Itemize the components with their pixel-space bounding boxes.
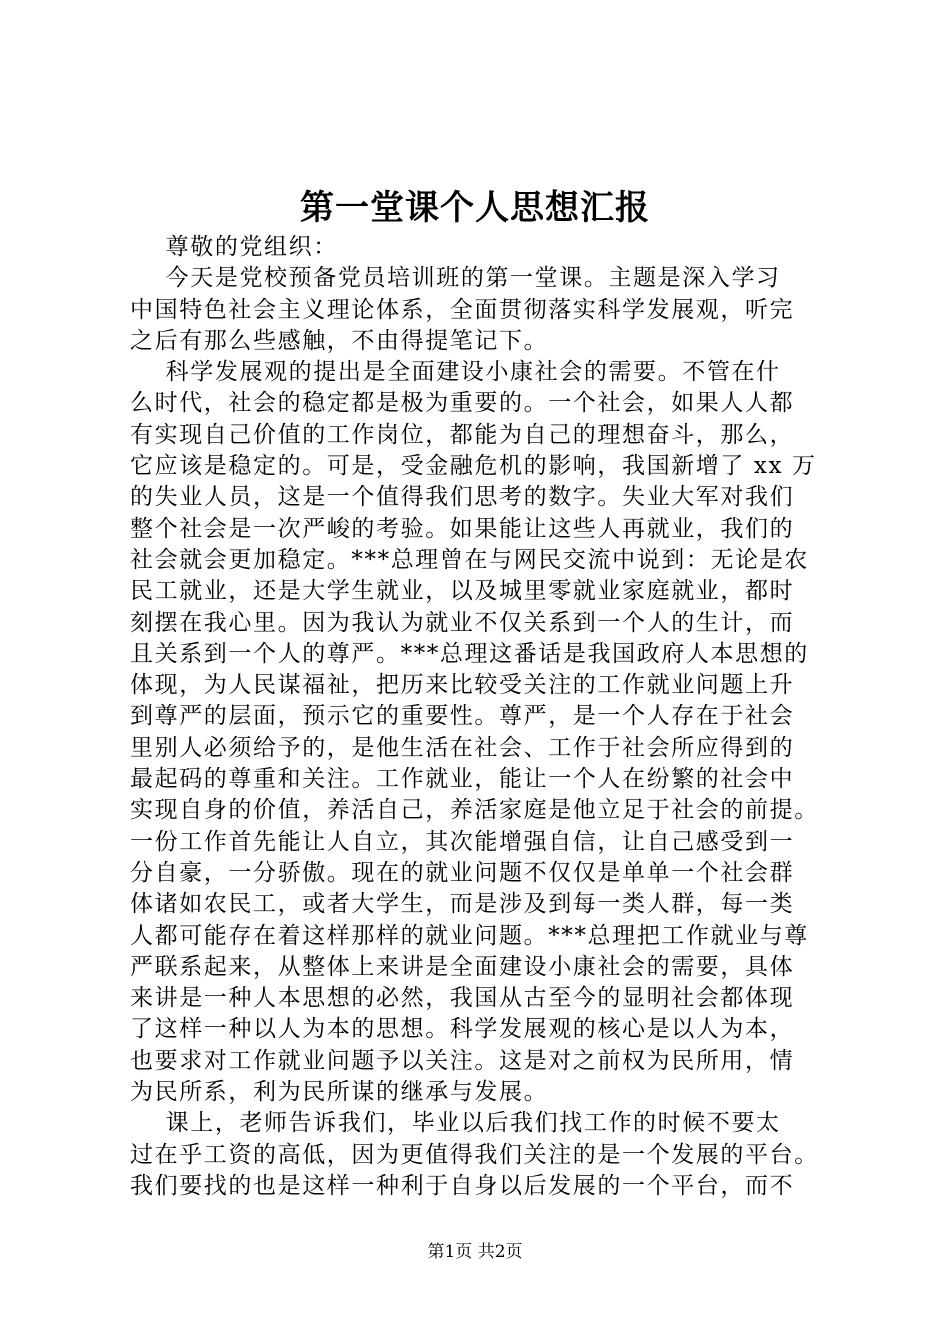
text-line: 中国特色社会主义理论体系，全面贯彻落实科学发展观，听完 (130, 296, 795, 323)
text-line: 来讲是一种人本思想的必然，我国从古至今的显明社会都体现 (130, 985, 795, 1012)
text-line: 我们要找的也是这样一种利于自身以后发展的一个平台，而不 (130, 1172, 795, 1199)
text-line: 科学发展观的提出是全面建设小康社会的需要。不管在什 (130, 359, 781, 386)
text-line: 了这样一种以人为本的思想。科学发展观的核心是以人为本， (130, 1016, 795, 1043)
text-line: 么时代，社会的稳定都是极为重要的。一个社会，如果人人都 (130, 390, 795, 417)
text-line: 今天是党校预备党员培训班的第一堂课。主题是深入学习 (130, 265, 781, 292)
text-line: 之后有那么些感触，不由得提笔记下。 (130, 327, 549, 354)
text-line: 实现自身的价值，养活自己，养活家庭是他立足于社会的前提。 (130, 797, 819, 824)
text-line: 一份工作首先能让人自立，其次能增强自信，让自己感受到一 (130, 828, 795, 855)
text-line: 整个社会是一次严峻的考验。如果能让这些人再就业，我们的 (130, 515, 795, 542)
text-line: 到尊严的层面，预示它的重要性。尊严，是一个人存在于社会 (130, 703, 795, 730)
text-line: 里别人必须给予的，是他生活在社会、工作于社会所应得到的 (130, 734, 795, 761)
text-line: 体诸如农民工，或者大学生，而是涉及到每一类人群，每一类 (130, 891, 795, 918)
text-line: 体现，为人民谋福祉，把历来比较受关注的工作就业问题上升 (130, 672, 795, 699)
text-line: 的失业人员，这是一个值得我们思考的数字。失业大军对我们 (130, 484, 795, 511)
text-line: 民工就业，还是大学生就业，以及城里零就业家庭就业，都时 (130, 578, 795, 605)
text-line: 为民所系，利为民所谋的继承与发展。 (130, 1079, 549, 1106)
text-line: 人都可能存在着这样那样的就业问题。***总理把工作就业与尊 (130, 922, 809, 949)
document-title: 第一堂课个人思想汇报 (300, 188, 650, 228)
text-line: 严联系起来，从整体上来讲是全面建设小康社会的需要，具体 (130, 953, 795, 980)
text-line: 尊敬的党组织： (130, 234, 338, 260)
page-footer: 第1页 共2页 (427, 1242, 523, 1262)
text-line: 它应该是稳定的。可是，受金融危机的影响，我国新增了 xx 万 (130, 453, 817, 480)
text-line: 最起码的尊重和关注。工作就业，能让一个人在纷繁的社会中 (130, 766, 795, 793)
text-line: 刻摆在我心里。因为我认为就业不仅关系到一个人的生计，而 (130, 609, 795, 636)
document-body (130, 232, 830, 1202)
text-line: 分自豪，一分骄傲。现在的就业问题不仅仅是单单一个社会群 (130, 859, 795, 886)
text-line: 过在乎工资的高低，因为更值得我们关注的是一个发展的平台。 (130, 1141, 819, 1168)
text-line: 社会就会更加稳定。***总理曾在与网民交流中说到：无论是农 (130, 546, 809, 573)
text-line: 也要求对工作就业问题予以关注。这是对之前权为民所用，情 (130, 1047, 795, 1074)
text-line: 有实现自己价值的工作岗位，都能为自己的理想奋斗，那么， (130, 421, 795, 448)
text-line: 课上，老师告诉我们，毕业以后我们找工作的时候不要太 (130, 1110, 781, 1137)
text-line: 且关系到一个人的尊严。***总理这番话是我国政府人本思想的 (130, 640, 809, 667)
